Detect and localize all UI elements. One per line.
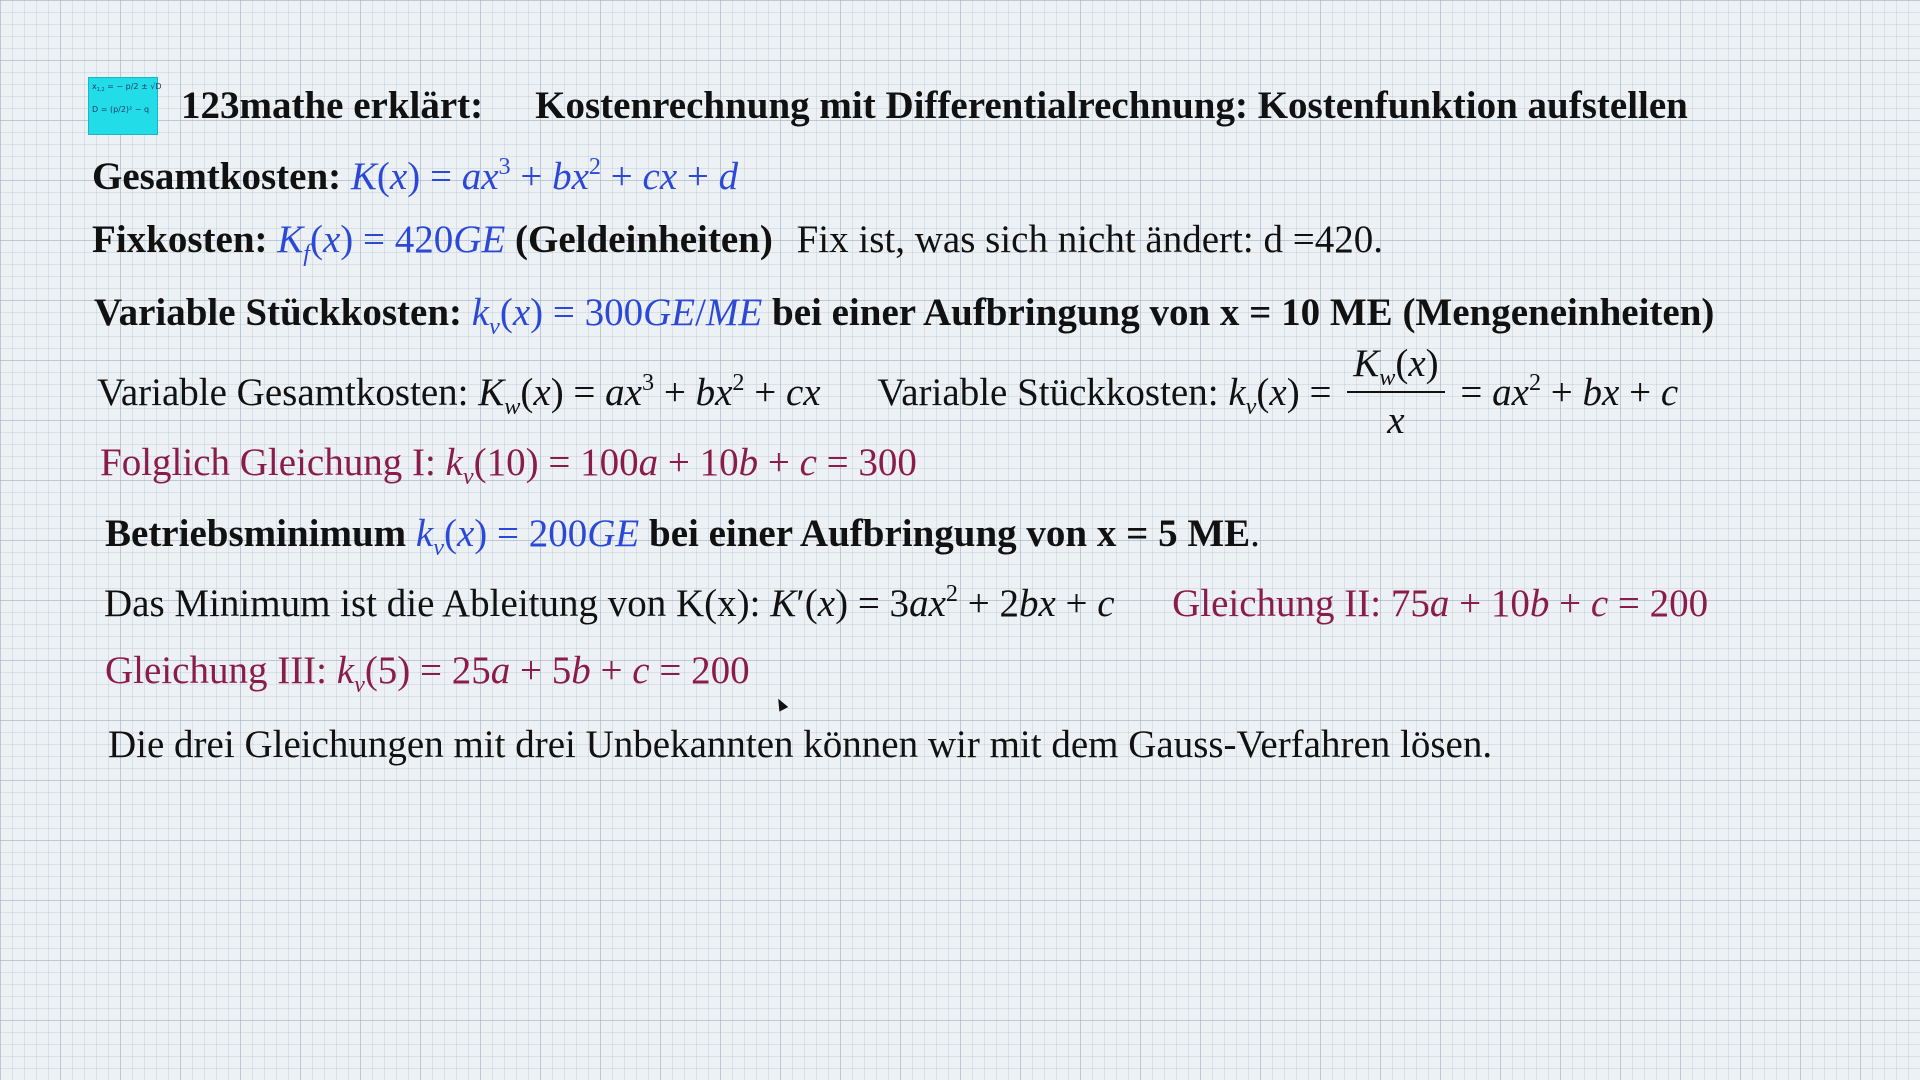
geldeinheiten-label: (Geldeinheiten) — [515, 218, 773, 261]
betriebsminimum-value: 200 — [528, 512, 588, 555]
fixkosten-label: Fixkosten: — [92, 218, 268, 261]
gesamtkosten-line — [92, 153, 739, 198]
gleichung-2-label: Gleichung II: — [1172, 582, 1382, 625]
betriebsminimum-line: Betriebsminimum $k_v(x) = 200GE$ bei einer Aufbringung von x = 5 ME. — [105, 512, 1260, 562]
formula-logo-icon: $x_{1,2}$ = − p/2 ± √D D = (p/2)² − q — [88, 77, 158, 135]
var-stueckkosten-line — [94, 291, 1715, 341]
ableitung-line — [104, 580, 1709, 625]
gleichung-1-formula: $k_v(10) = 100a + 10b + c = 300$ — [445, 441, 917, 491]
var-stueckkosten-formula: $k_v(x) = 300GE/ME$ — [471, 291, 763, 341]
gleichung-3-line — [105, 649, 750, 699]
var-stueckkosten-fraction-formula: $k_v(x)$ = $\frac{K_w(x)}{x}$ = $ax^2$ + bx + c — [1228, 342, 1679, 443]
betriebsminimum-label: Betriebsminimum — [105, 512, 407, 555]
page-header — [181, 86, 1688, 125]
mouse-cursor-icon — [774, 696, 788, 711]
var-stueckkosten-value: 300 — [584, 291, 644, 334]
gleichung-1-line — [100, 441, 917, 491]
var-stueckkosten-label: Variable Stückkosten: — [94, 291, 463, 334]
fraction: $\frac{K_w(x)}{x}$ — [1347, 344, 1444, 440]
page-title: Kostenrechnung mit Differentialrechnung: Kostenfunktion aufstellen — [535, 84, 1688, 127]
gleichung-3-formula: $k_v(5) = 25a + 5b + c = 200$ — [336, 649, 750, 699]
var-stueckkosten-label-2: Variable Stückkosten: — [877, 371, 1219, 414]
betriebsminimum-formula: $k_v(x) = 200GE$ — [415, 512, 640, 562]
fixkosten-value: 420 — [394, 218, 454, 261]
ableitung-label: Das Minimum ist die Ableitung von K(x): — [104, 582, 761, 625]
var-stueckkosten-note: bei einer Aufbringung von x = 10 ME (Mengeneinheiten) — [772, 291, 1715, 334]
fixkosten-note: Fix ist, was sich nicht ändert: d =420. — [796, 218, 1383, 261]
gesamtkosten-label: Gesamtkosten: — [92, 155, 342, 198]
ableitung-formula: $K'(x) = 3ax^2 + 2bx + c$ — [770, 580, 1115, 625]
gleichung-1-label: Folglich Gleichung I: — [100, 441, 436, 484]
var-gesamtkosten-line — [97, 342, 1679, 444]
betriebsminimum-note: bei einer Aufbringung von x = 5 ME — [649, 512, 1251, 555]
gesamtkosten-formula: $K(x) = ax^3 + bx^2$ + cx + d — [350, 153, 739, 198]
fixkosten-line — [92, 218, 1383, 268]
gleichung-3-label: Gleichung III: — [105, 649, 328, 692]
var-gesamtkosten-label: Variable Gesamtkosten: — [97, 371, 469, 414]
brand-label: 123mathe erklärt: — [181, 84, 484, 127]
var-gesamtkosten-formula: $K_w(x) = ax^3 + bx^2$ + cx — [478, 369, 821, 421]
gleichung-2: Gleichung II: 75a + 10b + c = 200 — [1172, 582, 1709, 625]
conclusion-text: Die drei Gleichungen mit drei Unbekannten können wir mit dem Gauss-Verfahren lösen. — [108, 723, 1493, 766]
fixkosten-formula: $K_f(x) = 420GE$ — [277, 218, 506, 268]
